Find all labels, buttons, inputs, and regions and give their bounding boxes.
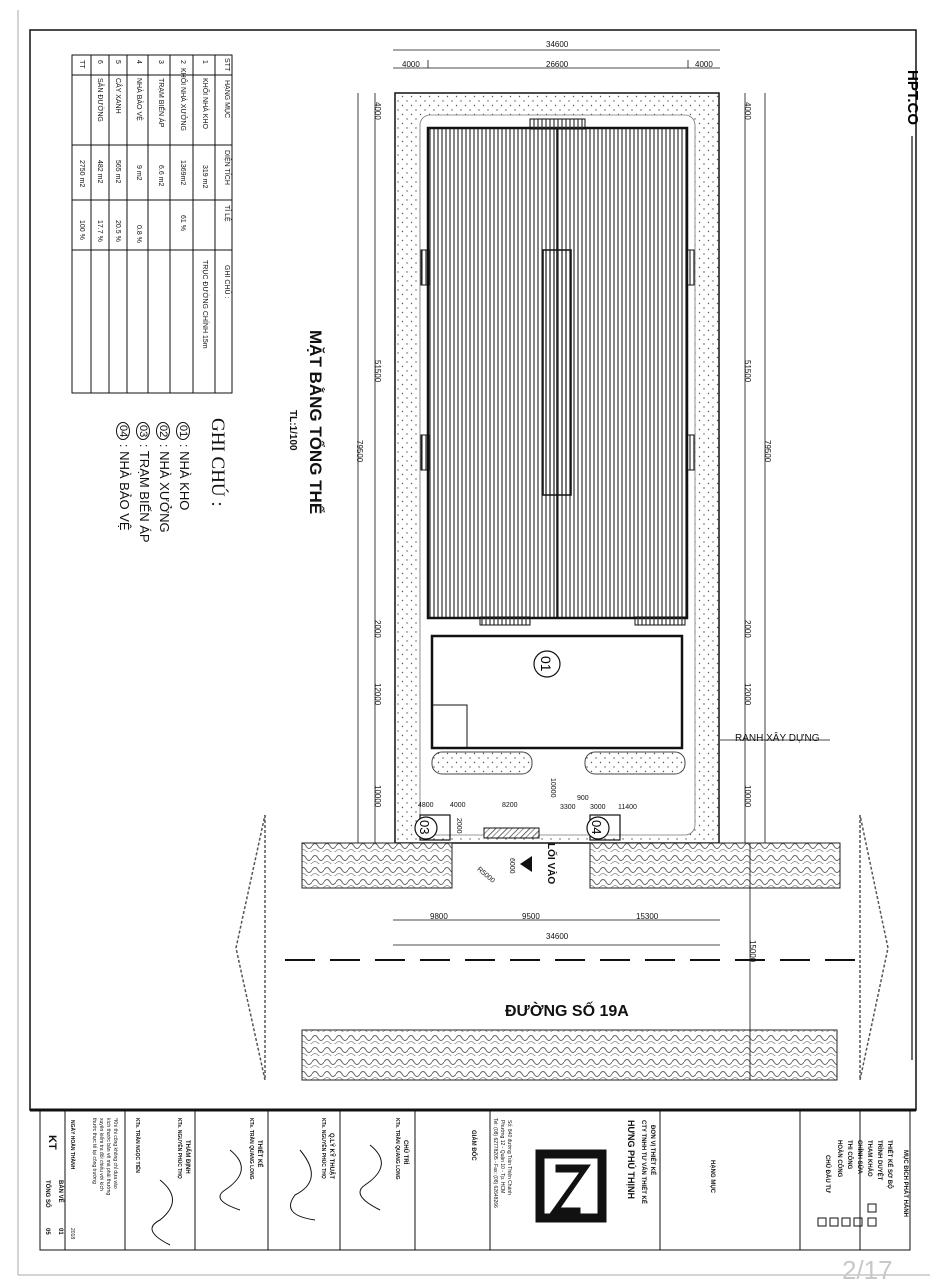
table-header-area: DIỆN TÍCH: [223, 150, 230, 185]
tb-purpose-5: THI CÔNG: [846, 1140, 852, 1170]
entrance-label: LỐI VÀO: [545, 843, 556, 885]
sidewalk-right: [590, 843, 840, 888]
legend-item-02: [157, 422, 172, 533]
tb-code: KT: [46, 1135, 58, 1150]
tb-note-1: *Khi thi công không chỉ dựa vào: [112, 1118, 118, 1189]
dim-left-total: 79500: [355, 440, 364, 463]
table-row-3-no: 3: [157, 60, 164, 64]
dim-gate-11400: 11400: [618, 804, 637, 811]
tb-sheet-label: BẢN VẼ: [57, 1180, 63, 1203]
dim-gate-3300: 3300: [560, 804, 576, 811]
table-row-1-note: TRỤC ĐƯỜNG CHÍNH 15m: [201, 260, 208, 349]
dim-right-total: 79500: [763, 440, 772, 463]
gate: [484, 828, 539, 838]
table-total-ratio: 100 %: [78, 220, 85, 240]
dim-gate-2000: 2000: [455, 818, 462, 834]
tb-lead-name: KTs. TRẦN QUANG LONG: [394, 1118, 400, 1180]
tag-04: 04: [589, 820, 604, 835]
arrow-left: [236, 815, 265, 1080]
tb-item-label: HẠNG MỤC: [709, 1160, 715, 1193]
table-row-4-ratio: 0.8 %: [135, 225, 142, 243]
dim-road-15300: 15300: [636, 912, 659, 921]
table-row-2-ratio: 61 %: [179, 215, 186, 231]
tb-company-line: CTY TNHH TƯ VẤN THIẾT KẾ: [640, 1120, 646, 1204]
tb-tech-name: KTs. NGUYỄN PHÚC THỌ: [320, 1118, 326, 1179]
table-row-6-ratio: 17.7 %: [96, 220, 103, 242]
dim-seg-10000-right: 10000: [743, 785, 752, 808]
dim-seg-2000-left: 2000: [373, 620, 382, 638]
dim-gate-6000: 6000: [508, 858, 515, 874]
tb-total-no: 05: [44, 1228, 50, 1235]
dim-seg-2000-right: 2000: [743, 620, 752, 638]
build-line-label: RANH XÂY DỰNG: [735, 733, 820, 744]
vent-bottom-left: [480, 617, 530, 625]
table-row-1-area: 319 m2: [201, 165, 208, 189]
legend-item-01: [177, 422, 192, 510]
tb-date-label: NGÀY HOÀN THÀNH: [69, 1120, 75, 1170]
dim-seg-4000-left: 4000: [373, 102, 382, 120]
drawing-scale: TL:1/100: [287, 410, 298, 451]
tb-year: 2018: [69, 1228, 75, 1240]
dim-top-total: 34600: [546, 40, 569, 49]
dim-seg-10000-left: 10000: [373, 785, 382, 808]
table-row-2-item: KHỐI NHÀ XƯỞNG: [179, 68, 186, 131]
dim-top-right: 4000: [695, 60, 713, 69]
table-row-5-area: 565 m2: [114, 160, 121, 184]
legend-num-01: 01: [176, 422, 190, 440]
dim-gate-10000: 10000: [549, 778, 556, 798]
legend-text-02: : NHÀ XƯỞNG: [157, 443, 172, 533]
dim-seg-51500-left: 51500: [373, 360, 382, 383]
dim-top-left: 4000: [402, 60, 420, 69]
dim-gate-900: 900: [577, 795, 589, 802]
table-total-area: 2750 m2: [78, 160, 85, 188]
tb-note-4: thước thực tế tại công trường: [91, 1118, 97, 1184]
tb-check-label: THẨM ĐỊNH: [184, 1140, 190, 1174]
tb-company-name: HƯNG PHÚ THỊNH: [626, 1120, 636, 1199]
entrance-arrow: [520, 856, 532, 872]
dim-seg-12000-right: 12000: [743, 683, 752, 706]
tb-purpose-2: TRÌNH DUYỆT: [876, 1140, 882, 1181]
tb-draw-name: KTs. TRẦN NGỌC TIẾN: [134, 1118, 140, 1173]
dim-seg-4000-right: 4000: [743, 102, 752, 120]
table-header-stt: STT: [223, 58, 230, 72]
dim-road-total: 34600: [546, 932, 569, 941]
dim-gate-4800: 4800: [418, 802, 434, 809]
dim-gate-4000: 4000: [450, 802, 466, 809]
table-row-6-no: 6: [96, 60, 103, 64]
dim-seg-12000-left: 12000: [373, 683, 382, 706]
tb-purpose-6: HOÀN CÔNG: [836, 1140, 842, 1178]
tb-phone: Tel: (08) 62778205 - Fax: (08) 62648266: [492, 1118, 498, 1208]
table-row-4-no: 4: [135, 60, 142, 64]
table-header-item: HẠNG MỤC: [223, 80, 230, 119]
tb-lead-label: CHỦ TRÌ: [402, 1140, 408, 1165]
legend-num-04: 04: [116, 422, 130, 440]
tb-purpose-4: CHỈNH SỬA: [856, 1140, 862, 1174]
dim-seg-51500-right: 51500: [743, 360, 752, 383]
tb-sheet-no: 01: [57, 1228, 63, 1235]
tb-tech-label: Q.LÝ KỸ THUẬT: [328, 1133, 334, 1179]
table-row-5-no: 5: [114, 60, 121, 64]
tb-director-label: GIÁM ĐỐC: [470, 1130, 476, 1161]
table-row-1-item: KHỐI NHÀ KHO: [201, 78, 208, 129]
vent-bottom-right: [635, 617, 685, 625]
table-row-1-no: 1: [201, 60, 208, 64]
dim-gate-3000: 3000: [590, 804, 606, 811]
tb-design-name: KTs. TRẦN QUANG LONG: [248, 1118, 254, 1180]
drawing-title: MẶT BẰNG TỔNG THỂ: [306, 330, 325, 515]
tb-total-label: TỔNG SỐ: [44, 1180, 50, 1208]
sidewalk-far: [302, 1030, 837, 1080]
tb-designer-label: ĐƠN VỊ THIẾT KẾ: [649, 1125, 655, 1176]
arrow-right: [860, 815, 888, 1080]
table-row-4-area: 9 m2: [135, 165, 142, 181]
tb-owner-label: CHỦ ĐẦU TƯ: [824, 1155, 830, 1193]
dim-road-width: 15000: [748, 940, 757, 963]
table-row-2-area: 1369m2: [179, 160, 186, 186]
tb-design-label: THIẾT KẾ: [256, 1140, 262, 1168]
table-row-5-item: CÂY XANH: [114, 78, 121, 114]
tb-note-2: kích thước bản vẽ mà phải thường: [105, 1118, 111, 1196]
legend-item-03: [137, 422, 152, 543]
table-header-ratio: TỈ LỆ: [223, 205, 230, 222]
warehouse-building: [432, 636, 682, 748]
table-row-6-item: SÂN ĐƯỜNG: [96, 78, 103, 122]
tag-03: 03: [417, 820, 432, 835]
building-tag: 01: [538, 656, 554, 672]
tb-purpose-header: MỤC ĐÍCH PHÁT HÀNH: [902, 1150, 908, 1217]
sidewalk-left: [302, 843, 452, 888]
tb-address-1: Số: 840 đường Trần Thiện Chánh: [506, 1120, 512, 1195]
tb-check-name: KTs. NGUYỄN PHÚC THỌ: [176, 1118, 182, 1179]
tb-purpose-3: THAM KHẢO: [866, 1140, 872, 1177]
legend-text-01: : NHÀ KHO: [177, 443, 192, 511]
tb-address-2: Phường 12 - Quận 10 - Tp. HCM: [499, 1120, 505, 1194]
table-row-4-item: NHÀ BẢO VỆ: [135, 78, 142, 121]
page-indicator: 2/17: [842, 1255, 893, 1285]
dim-r-5000: R5000: [475, 866, 496, 885]
roof-skylight: [543, 250, 571, 495]
legend-num-02: 02: [156, 422, 170, 440]
tb-note-3: xuyên kiểm tra đối chiếu với kích: [98, 1118, 104, 1191]
table-row-2-no: 2: [179, 60, 186, 64]
table-row-6-area: 482 m2: [96, 160, 103, 184]
legend-text-04: : NHÀ BẢO VỆ: [117, 443, 132, 531]
legend-num-03: 03: [136, 422, 150, 440]
dim-gate-8200: 8200: [502, 802, 518, 809]
road-name: ĐƯỜNG SỐ 19A: [505, 1003, 629, 1020]
legend-heading: GHI CHÚ :: [207, 418, 228, 507]
legend-text-03: : TRẠM BIẾN ÁP: [137, 443, 152, 543]
table-total-label: TT: [78, 60, 85, 69]
dim-road-9500: 9500: [522, 912, 540, 921]
table-row-3-area: 6.6 m2: [157, 165, 164, 187]
dim-road-9800: 9800: [430, 912, 448, 921]
legend-item-04: [117, 422, 132, 531]
table-header-note: GHI CHÚ :: [223, 265, 230, 299]
tb-purpose-1: THIẾT KẾ SƠ BỘ: [886, 1140, 892, 1189]
vent-top: [530, 119, 585, 129]
dim-top-mid: 26600: [546, 60, 569, 69]
brand-label: HPT.CO: [904, 70, 921, 126]
table-row-5-ratio: 20.5 %: [114, 220, 121, 242]
table-row-3-item: TRẠM BIẾN ÁP: [157, 78, 164, 128]
